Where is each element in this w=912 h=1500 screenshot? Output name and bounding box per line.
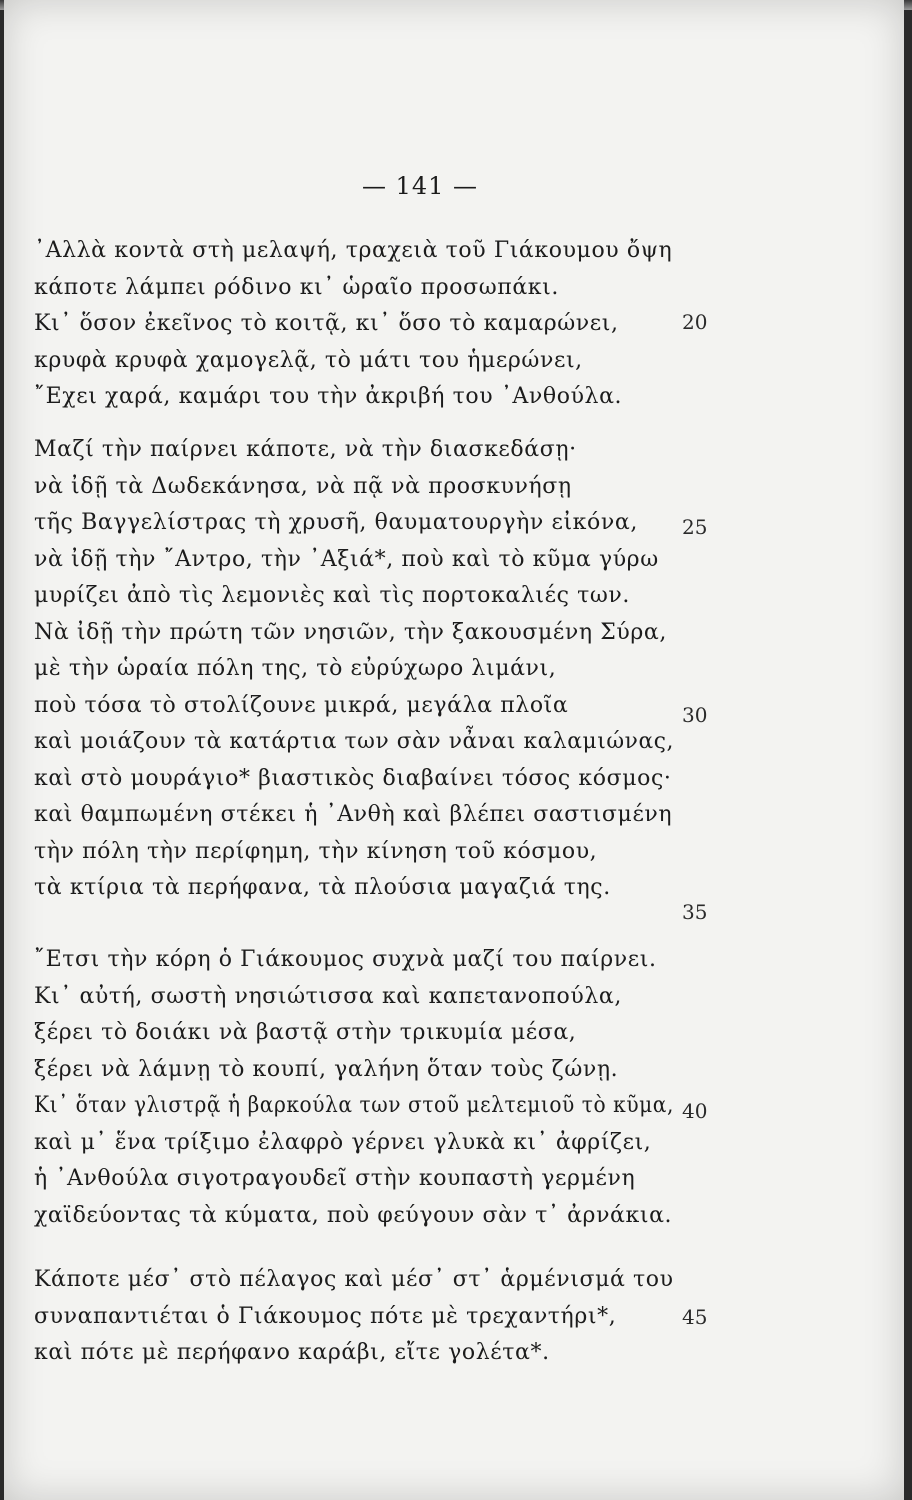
verse-line: ποὺ τόσα τὸ στολίζουνε μικρά, μεγάλα πλοῖα <box>34 692 569 718</box>
stanza-3 <box>34 942 674 1234</box>
verse-line: Κι᾿ ὅταν γλιστρᾷ ἡ βαρκούλα των στοῦ μελτεμιοῦ τὸ κῦμα, <box>34 1093 674 1118</box>
line-number: 40 <box>682 1099 708 1123</box>
stanza-4 <box>34 1262 674 1372</box>
verse-line: νὰ ἰδῇ τὴν ῎Αντρο, τὴν ᾿Αξιά*, ποὺ καὶ τὸ κῦμα γύρω <box>34 546 659 572</box>
line-number: 30 <box>682 703 708 727</box>
line-number: 20 <box>682 310 708 334</box>
verse-line: ἡ ᾿Ανθούλα σιγοτραγουδεῖ στὴν κουπαστὴ γερμένη <box>34 1166 636 1191</box>
verse-line: τὰ κτίρια τὰ περήφανα, τὰ πλούσια μαγαζιά της. <box>34 875 611 900</box>
verse-line: καὶ μοιάζουν τὰ κατάρτια των σὰν νἆναι καλαμιώνας, <box>34 729 675 754</box>
verse-line: καὶ μ᾿ ἕνα τρίξιμο ἐλαφρὸ γέρνει γλυκὰ κι᾿ ἀφρίζει, <box>34 1129 652 1155</box>
verse-line: ᾿Αλλὰ κοντὰ στὴ μελαψή, τραχειὰ τοῦ Γιάκουμου ὄψη <box>34 238 673 263</box>
verse-line: ξέρει τὸ δοιάκι νὰ βαστᾷ στὴν τρικυμία μέσα, <box>34 1020 577 1045</box>
stanza-2 <box>34 432 674 907</box>
verse-line: ξέρει νὰ λάμνῃ τὸ κουπί, γαλήνη ὅταν τοὺς ζώνῃ. <box>34 1056 619 1082</box>
line-number: 25 <box>682 515 708 539</box>
verse-line: καὶ θαμπωμένη στέκει ἡ ᾿Ανθὴ καὶ βλέπει σαστισμένη <box>34 802 673 827</box>
page-number: — 141 — <box>361 172 479 200</box>
line-number: 35 <box>682 900 708 924</box>
verse-line: ῎Ετσι τὴν κόρη ὁ Γιάκουμος συχνὰ μαζί του παίρνει. <box>34 947 657 972</box>
verse-line: Νὰ ἰδῇ τὴν πρώτη τῶν νησιῶν, τὴν ξακουσμένη Σύρα, <box>34 619 667 645</box>
verse-line: καὶ πότε μὲ περήφανο καράβι, εἴτε γολέτα*. <box>34 1340 550 1365</box>
verse-line: Κι᾿ ὅσον ἐκεῖνος τὸ κοιτᾷ, κι᾿ ὅσο τὸ καμαρώνει, <box>34 311 619 336</box>
verse-line: συναπαντιέται ὁ Γιάκουμος πότε μὲ τρεχαντήρι*, <box>34 1303 617 1329</box>
verse-line: χαϊδεύοντας τὰ κύματα, ποὺ φεύγουν σὰν τ᾿ ἀρνάκια. <box>34 1202 673 1228</box>
verse-line: καὶ στὸ μουράγιο* βιαστικὸς διαβαίνει τόσος κόσμος· <box>34 765 672 791</box>
verse-line: ῎Εχει χαρά, καμάρι του τὴν ἀκριβή του ᾿Ανθούλα. <box>34 384 623 409</box>
verse-line: κάποτε λάμπει ρόδινο κι᾿ ὡραῖο προσωπάκι. <box>34 274 559 300</box>
verse-line: Κάποτε μέσ᾿ στὸ πέλαγος καὶ μέσ᾿ στ᾿ ἁρμένισμά του <box>34 1267 674 1292</box>
verse-line: τῆς Βαγγελίστρας τὴ χρυσῆ, θαυματουργὴν εἰκόνα, <box>34 510 638 535</box>
verse-line: τὴν πόλη τὴν περίφημη, τὴν κίνηση τοῦ κόσμου, <box>34 838 598 864</box>
verse-line: μὲ τὴν ὡραία πόλη της, τὸ εὐρύχωρο λιμάνι, <box>34 656 557 681</box>
verse-line: κρυφὰ κρυφὰ χαμογελᾷ, τὸ μάτι του ἡμερώνει, <box>34 347 583 373</box>
stanza-1 <box>34 233 674 416</box>
line-number: 45 <box>682 1305 708 1329</box>
verse-line: μυρίζει ἀπὸ τὶς λεμονιὲς καὶ τὶς πορτοκαλιές των. <box>34 583 630 608</box>
verse-line: Κι᾿ αὐτή, σωστὴ νησιώτισσα καὶ καπετανοπούλα, <box>34 983 622 1009</box>
verse-line: Μαζί τὴν παίρνει κάποτε, νὰ τὴν διασκεδάσῃ· <box>34 437 577 462</box>
verse-line: νὰ ἰδῇ τὰ Δωδεκάνησα, νὰ πᾷ νὰ προσκυνήσῃ <box>34 473 572 499</box>
